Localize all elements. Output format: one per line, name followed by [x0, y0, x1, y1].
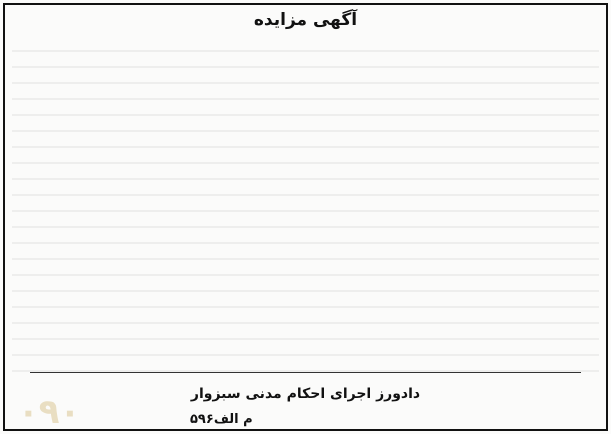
issuer-signature: دادورز اجرای احکام مدنی سبزوار: [190, 386, 421, 402]
footer-divider: [30, 372, 581, 373]
notice-heading: آگهی مزایده: [253, 10, 358, 30]
publication-number: م الف۵۹۶: [190, 412, 253, 427]
notice-body: [12, 36, 599, 372]
watermark: ۰۹۰: [18, 392, 81, 432]
